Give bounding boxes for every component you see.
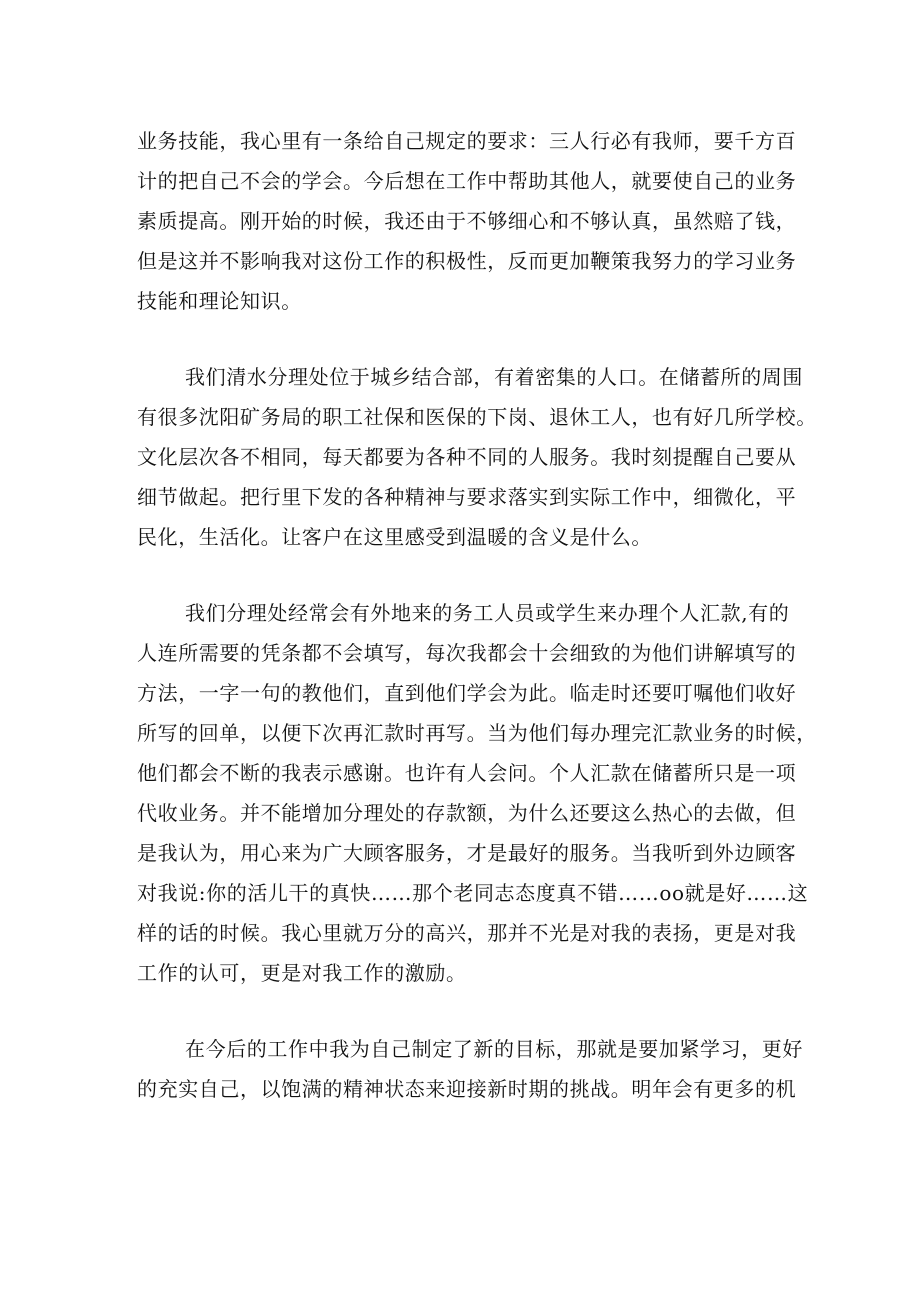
paragraph-2 — [137, 357, 817, 557]
text-line: 细节做起。把行里下发的各种精神与要求落实到实际工作中，细微化，平 — [137, 485, 797, 509]
text-line: 素质提高。刚开始的时候，我还由于不够细心和不够认真，虽然赔了钱， — [137, 209, 797, 233]
paragraph-4 — [137, 1029, 803, 1109]
text-line: 是我认为，用心来为广大顾客服务，才是最好的服务。当我听到外边顾客 — [137, 841, 797, 865]
paragraph-3 — [137, 593, 817, 993]
document-body — [137, 121, 817, 1109]
text-line: 技能和理论知识。 — [137, 289, 302, 313]
paragraph-gap — [137, 321, 787, 357]
text-line: 有很多沈阳矿务局的职工社保和医保的下岗、退休工人，也有好几所学校。 — [137, 405, 817, 429]
text-line: 业务技能，我心里有一条给自己规定的要求：三人行必有我师，要千方百 — [137, 129, 797, 153]
text-line: 文化层次各不相同，每天都要为各种不同的人服务。我时刻提醒自己要从 — [137, 445, 797, 469]
text-line: 人连所需要的凭条都不会填写，每次我都会十会细致的为他们讲解填写的 — [137, 641, 797, 665]
text-line: 样的话的时候。我心里就万分的高兴，那并不光是对我的表扬，更是对我 — [137, 921, 797, 945]
text-line: 我们分理处经常会有外地来的务工人员或学生来办理个人汇款,有的 — [185, 601, 790, 625]
text-line: 方法，一字一句的教他们，直到他们学会为此。临走时还要叮嘱他们收好 — [137, 681, 797, 705]
text-line: 工作的认可，更是对我工作的激励。 — [137, 961, 467, 985]
text-line: 代收业务。并不能增加分理处的存款额，为什么还要这么热心的去做，但 — [137, 801, 797, 825]
text-line: 但是这并不影响我对这份工作的积极性，反而更加鞭策我努力的学习业务 — [137, 249, 797, 273]
text-line: 计的把自己不会的学会。今后想在工作中帮助其他人，就要使自己的业务 — [137, 169, 797, 193]
text-line: 所写的回单，以便下次再汇款时再写。当为他们每办理完汇款业务的时候， — [137, 721, 817, 745]
text-line: 他们都会不断的我表示感谢。也许有人会问。个人汇款在储蓄所只是一项 — [137, 761, 797, 785]
paragraph-1 — [137, 121, 797, 321]
text-line: 对我说:你的活儿干的真快……那个老同志态度真不错……oo就是好……这 — [137, 881, 809, 905]
text-line: 我们清水分理处位于城乡结合部，有着密集的人口。在储蓄所的周围 — [185, 365, 803, 389]
text-line: 民化，生活化。让客户在这里感受到温暖的含义是什么。 — [137, 525, 652, 549]
text-line: 的充实自己，以饱满的精神状态来迎接新时期的挑战。明年会有更多的机 — [137, 1077, 797, 1101]
text-line: 在今后的工作中我为自己制定了新的目标，那就是要加紧学习，更好 — [185, 1037, 803, 1061]
paragraph-gap — [137, 993, 787, 1029]
paragraph-gap — [137, 557, 787, 593]
